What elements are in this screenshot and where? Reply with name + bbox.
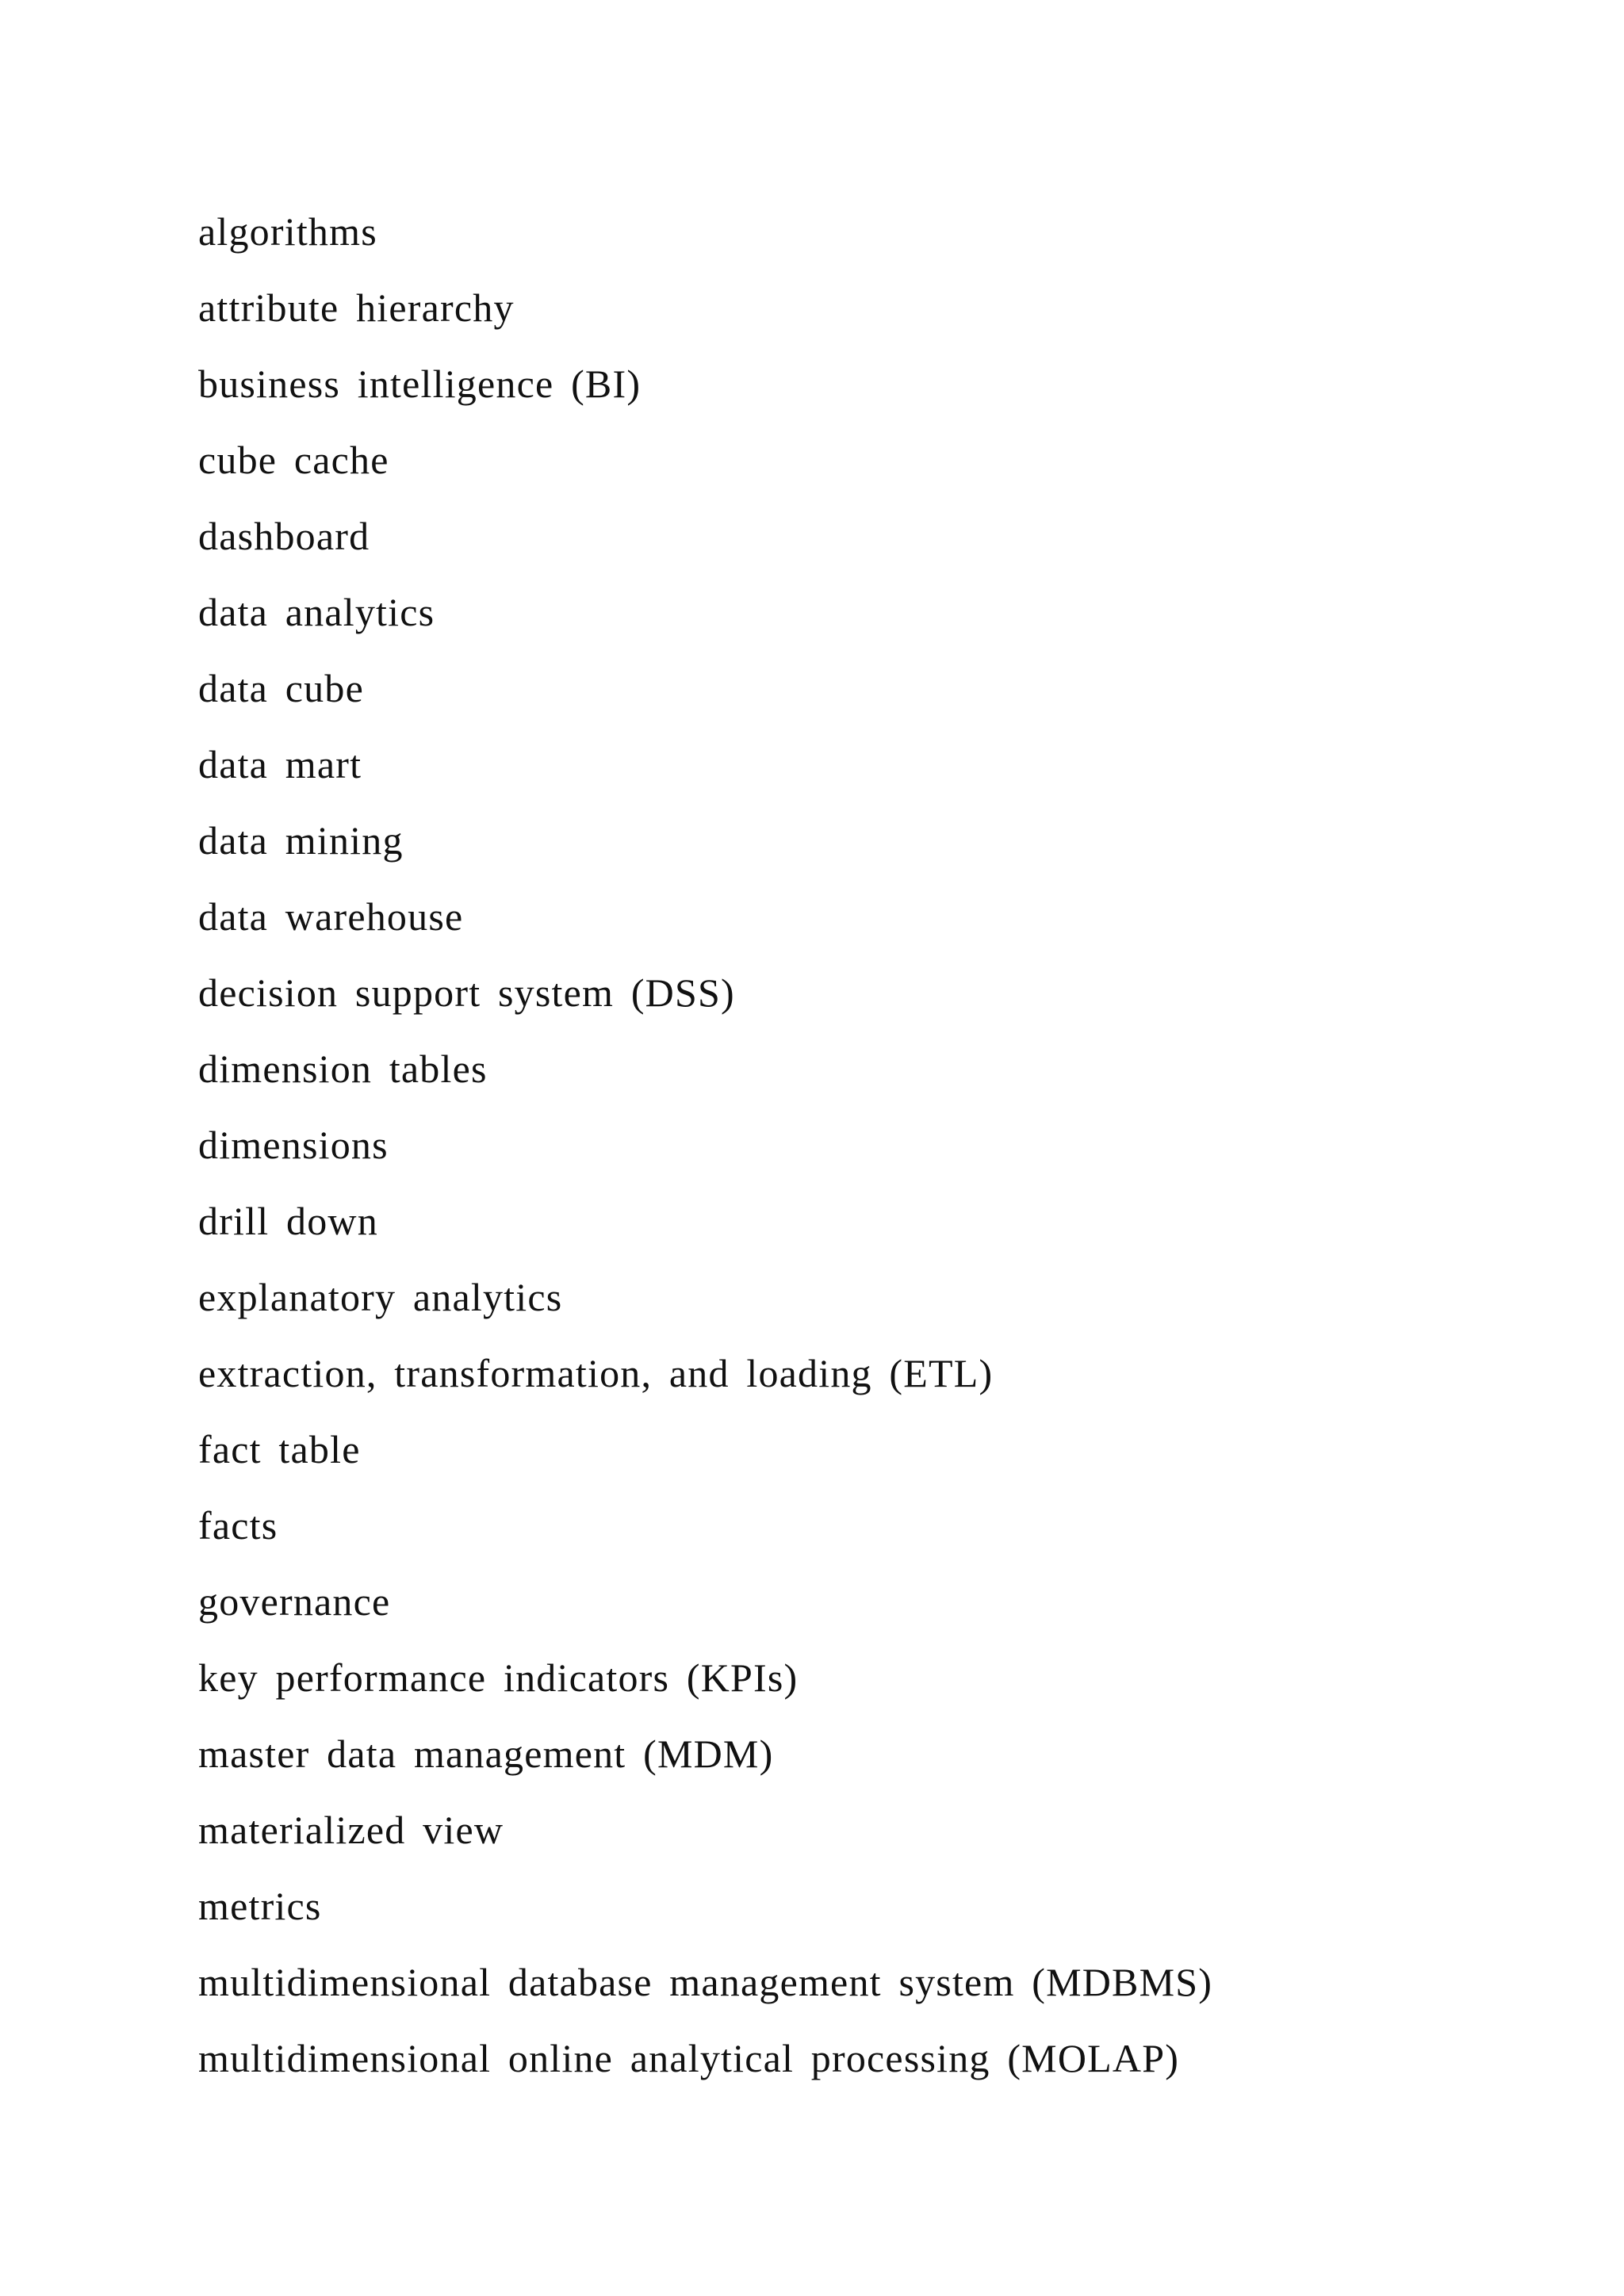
list-item: multidimensional online analytical processing (MOLAP) (198, 2036, 1180, 2080)
list-item: attribute hierarchy (198, 285, 515, 330)
list-item: extraction, transformation, and loading (ETL) (198, 1351, 994, 1395)
list-item: dashboard (198, 514, 370, 558)
list-item: materialized view (198, 1808, 504, 1852)
list-item: data warehouse (198, 894, 464, 939)
list-item: key performance indicators (KPIs) (198, 1655, 799, 1700)
list-item: explanatory analytics (198, 1275, 563, 1319)
list-item: fact table (198, 1427, 361, 1471)
list-item: decision support system (DSS) (198, 970, 735, 1015)
list-item: governance (198, 1579, 391, 1624)
list-item: business intelligence (BI) (198, 362, 642, 406)
list-item: metrics (198, 1884, 322, 1928)
list-item: multidimensional database management system (MDBMS) (198, 1960, 1213, 2004)
list-item: facts (198, 1503, 278, 1548)
list-item: data mining (198, 818, 404, 863)
list-item: dimensions (198, 1123, 389, 1167)
list-item: data analytics (198, 590, 435, 634)
list-item: data cube (198, 666, 364, 710)
list-item: master data management (MDM) (198, 1732, 774, 1776)
list-item: dimension tables (198, 1047, 488, 1091)
list-item: data mart (198, 742, 362, 786)
list-item: drill down (198, 1199, 378, 1243)
list-item: algorithms (198, 209, 377, 254)
list-item: cube cache (198, 438, 389, 482)
key-terms-list (198, 193, 1212, 2096)
